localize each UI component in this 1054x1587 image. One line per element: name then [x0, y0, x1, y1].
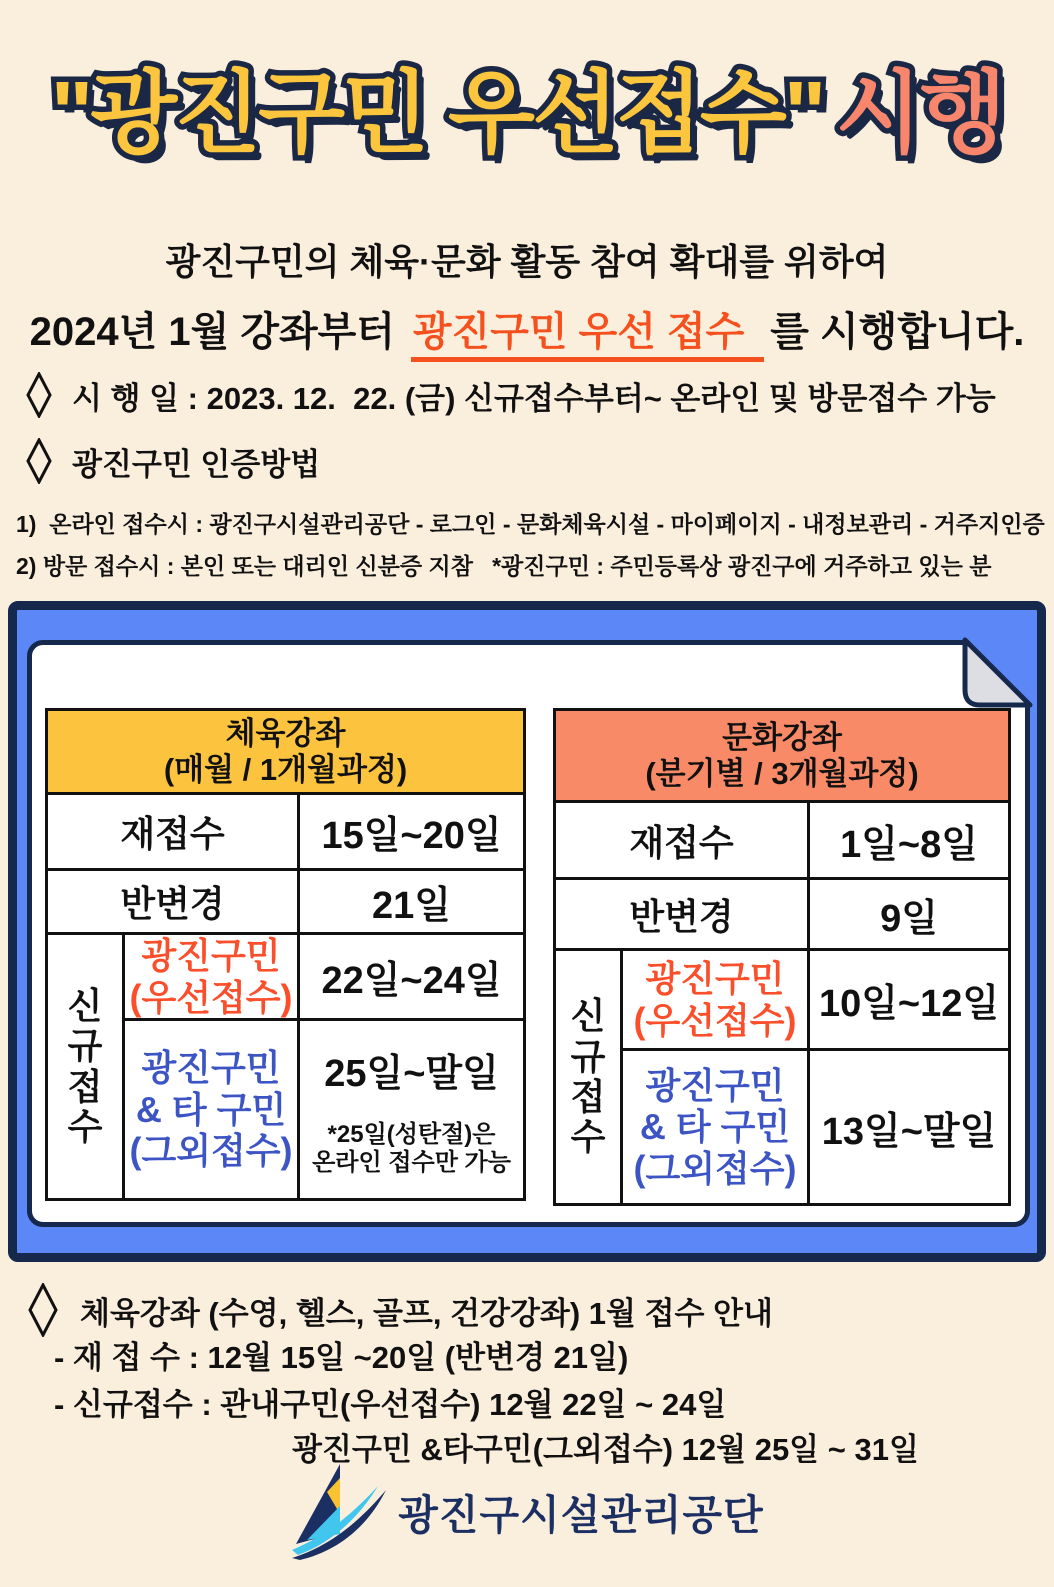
- row-value: 25일~말일: [324, 1053, 499, 1096]
- sail-boat-icon: [290, 1462, 390, 1560]
- row-value: 15일~20일: [299, 794, 525, 870]
- row-value: 9일: [809, 879, 1010, 950]
- others-label-cell: [124, 1020, 299, 1200]
- organization-name: 광진구시설관리공단: [398, 1491, 764, 1538]
- row-value: 10일~12일: [809, 950, 1010, 1050]
- row-label: 재접수: [555, 802, 809, 879]
- christmas-note: [300, 1121, 523, 1176]
- row-value: 13일~말일: [809, 1050, 1010, 1205]
- table-row: [555, 802, 1010, 879]
- bullet-start-date-label: 시 행 일 : 2023. 12. 22. (금) 신규접수부터~ 온라인 및 방문접수 가능: [72, 380, 996, 416]
- footer-heading: [28, 1283, 773, 1337]
- table-row: [47, 934, 525, 1020]
- footer-line-new-others: 광진구민 &타구민(그외접수) 12월 25일 ~ 31일: [292, 1432, 919, 1467]
- culture-table-header: [555, 710, 1010, 802]
- sports-table-header: [47, 710, 525, 794]
- cell-line: 광진구민: [645, 1064, 785, 1106]
- priority-label-cell: [124, 934, 299, 1020]
- priority-label-cell: [622, 950, 809, 1050]
- group-label-cell: [555, 950, 622, 1205]
- row-value: 22일~24일: [299, 934, 525, 1020]
- table-row: [555, 950, 1010, 1050]
- row-value: 21일: [299, 870, 525, 934]
- bullet-verification: [26, 438, 320, 484]
- cell-line: (그외접수): [129, 1130, 293, 1172]
- footer-line-reregistration: - 재 접 수 : 12월 15일 ~20일 (반변경 21일): [54, 1340, 629, 1375]
- cell-line: & 타 구민: [135, 1088, 287, 1130]
- intro-line-2-suffix: 를 시행합니다.: [770, 310, 1025, 354]
- group-label-cell: [47, 934, 124, 1200]
- cell-line: 광진구민: [141, 935, 281, 977]
- culture-table-subtitle: (분기별 / 3개월과정): [645, 755, 919, 791]
- note-visit: 2) 방문 접수시 : 본인 또는 대리인 신분증 지참 *광진구민 : 주민등록상 광진구에 거주하고 있는 분: [16, 553, 992, 579]
- culture-course-table: [553, 708, 1011, 1206]
- row-label: 반변경: [555, 879, 809, 950]
- cell-line: & 타 구민: [639, 1106, 791, 1148]
- sports-table-title: 체육강좌: [225, 715, 346, 751]
- title-suffix-text: 시행: [835, 64, 1004, 164]
- row-label: 반변경: [47, 870, 299, 934]
- organization-logo: [0, 1462, 1054, 1560]
- bullet-verification-label: 광진구민 인증방법: [72, 446, 321, 482]
- sports-course-table: [45, 708, 526, 1201]
- bullet-start-date: [26, 372, 996, 418]
- table-row: [555, 710, 1010, 802]
- row-value-cell: [299, 1020, 525, 1200]
- note-line: 온라인 접수만 가능: [312, 1149, 511, 1176]
- row-value: 1일~8일: [809, 802, 1010, 879]
- footer-heading-label: 체육강좌 (수영, 헬스, 골프, 건강강좌) 1월 접수 안내: [80, 1295, 773, 1331]
- culture-table-title: 문화강좌: [722, 719, 842, 755]
- others-label-cell: [622, 1050, 809, 1205]
- table-row: [47, 794, 525, 870]
- diamond-icon: [26, 372, 52, 418]
- cell-line: 광진구민: [141, 1047, 281, 1089]
- intro-line-1: 광진구민의 체육·문화 활동 참여 확대를 위하여: [165, 241, 889, 282]
- table-row: [47, 710, 525, 794]
- note-line: *25일(성탄절)은: [327, 1121, 496, 1149]
- folded-corner-icon: [952, 633, 1042, 718]
- table-row: [47, 870, 525, 934]
- intro-line-2: [0, 300, 1054, 357]
- row-label: 재접수: [47, 794, 299, 870]
- title-quoted-text: "광진구민 우선접수": [50, 64, 824, 164]
- note-online: 1) 온라인 접수시 : 광진구시설관리공단 - 로그인 - 문화체육시설 - 마이페이지 - 내정보관리 - 거주지인증: [16, 511, 1045, 537]
- diamond-icon: [26, 438, 52, 484]
- group-label: 신규접수: [570, 995, 606, 1158]
- table-row: [555, 1050, 1010, 1205]
- cell-line: (우선접수): [129, 976, 293, 1018]
- group-label: 신규접수: [67, 984, 103, 1147]
- cell-line: (우선접수): [633, 999, 797, 1041]
- page-title: [0, 58, 1054, 171]
- diamond-icon: [28, 1283, 58, 1337]
- intro-line-2-prefix: 2024년 1월 강좌부터: [29, 310, 395, 354]
- sports-table-subtitle: (매월 / 1개월과정): [163, 751, 408, 787]
- cell-line: 광진구민: [645, 958, 785, 1000]
- footer-line-new-priority: - 신규접수 : 관내구민(우선접수) 12월 22일 ~ 24일: [54, 1387, 727, 1422]
- cell-line: (그외접수): [633, 1147, 797, 1189]
- intro-line-2-highlight: 광진구민 우선 접수: [411, 310, 764, 362]
- table-row: [555, 879, 1010, 950]
